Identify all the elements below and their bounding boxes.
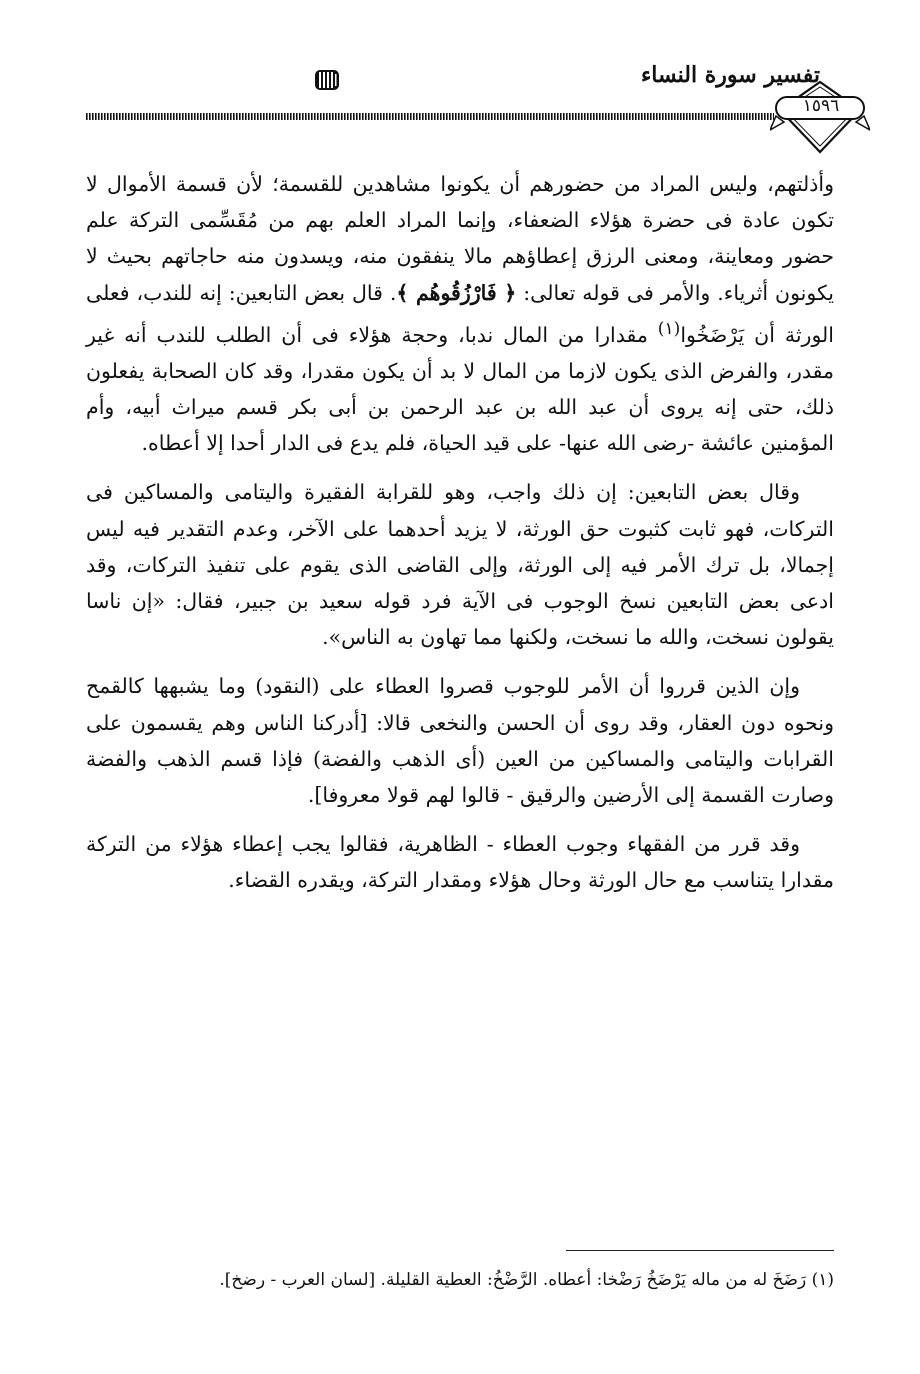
footnote-marker: (١) bbox=[657, 318, 681, 339]
paragraph-text: مقدارا من المال ندبا، وحجة هؤلاء فى أن الطلب للندب أنه غير مقدر، والفرض الذى يكون لازما من المال لا بد أن يكون مقدرا، وقد كان الصحابة يفعلون ذلك، حتى إنه يروى أن عبد الله بن عبد الرحمن بن أبى بكر قسم ميراث أبيه، وأم المؤمنين عائشة -رضى الله عنها- على قيد الحياة، فلم يدع فى الدار أحدا إلا أعطاه. bbox=[86, 322, 834, 456]
paragraph-text: وقد قرر من الفقهاء وجوب العطاء - الظاهرية، فقالوا يجب إعطاء هؤلاء من التركة مقدارا يتناسب مع حال الورثة وحال هؤلاء ومقدار التركة، ويقدره القضاء. bbox=[86, 832, 834, 893]
header-ornament-icon bbox=[314, 66, 340, 94]
paragraph-text: وقال بعض التابعين: إن ذلك واجب، وهو للقرابة الفقيرة واليتامى والمساكين فى التركات، فهو ثابت كثبوت حق الورثة، لا يزيد أحدهما على الآخر، وعدم التقدير فيه ليس إجمالا، بل ترك الأمر فيه إلى الورثة، وإلى القاضى الذى يقوم على تنفيذ التركات، وقد ادعى بعض التابعين نسخ الوجوب فى الآية فرد قوله سعيد بن جبير، فقال: «إن ناسا يقولون نسخت، والله ما نسخت، ولكنها مما تهاون به الناس». bbox=[86, 480, 834, 650]
page-number: ١٥٩٦ bbox=[802, 96, 840, 116]
body-text bbox=[86, 166, 834, 912]
paragraph-text: وأذلتهم، وليس المراد من حضورهم أن يكونوا مشاهدين للقسمة؛ لأن قسمة الأموال لا تكون عادة فى حضرة هؤلاء الضعفاء، وإنما المراد العلم بهم من مُقَسِّمى التركة علم حضور ومعاينة، ومعنى الرزق إعطاؤهم مالا ينفقون منه، ويسدون منه حاجاتهم بحيث لا يكونون أثرياء. والأمر فى قوله تعالى: bbox=[86, 172, 834, 305]
footnote-separator bbox=[566, 1250, 834, 1251]
footnote: (١) رَضَخَ له من ماله يَرْضَخُ رَضْخا: أعطاه. الرَّضْخُ: العطية القليلة. [لسان العرب - رضخ]. bbox=[219, 1270, 834, 1290]
paragraph-text: . قال بعض التابعين: إنه للندب، فعلى الورثة أن يَرْضَخُوا bbox=[86, 280, 834, 347]
paragraph-text: وإن الذين قرروا أن الأمر للوجوب قصروا العطاء على (النقود) وما يشبهها كالقمح ونحوه دون العقار، وقد روى أن الحسن والنخعى قالا: [أدركنا الناس وهم يقسمون على القرابات واليتامى والمساكين من العين (أى الذهب والفضة) فإذا قسم الذهب والفضة وصارت القسمة إلى الأرضين والرقيق - قالوا لهم قولا معروفا]. bbox=[86, 674, 834, 808]
paragraph bbox=[86, 166, 834, 461]
running-header-title: تفسير سورة النساء bbox=[640, 62, 820, 88]
page-number-badge-icon bbox=[770, 78, 870, 158]
paragraph bbox=[86, 668, 834, 813]
paragraph bbox=[86, 474, 834, 655]
header-rule bbox=[86, 113, 774, 120]
paragraph bbox=[86, 826, 834, 898]
quran-verse: ﴿ فَارْزُقُوهُم ﴾ bbox=[396, 280, 517, 305]
